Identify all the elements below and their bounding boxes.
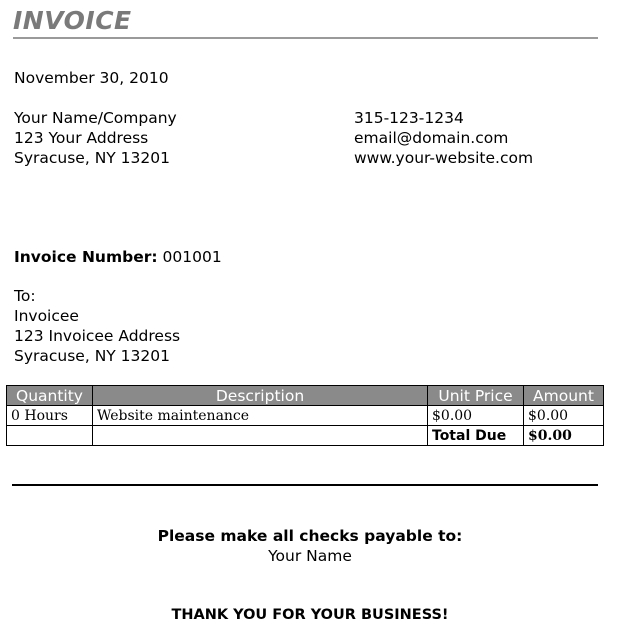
payable-name: Your Name: [268, 547, 352, 565]
title-divider: [13, 37, 598, 39]
sender-email: email@domain.com: [354, 129, 509, 147]
footer-divider: [12, 484, 598, 486]
recipient-to-label: To:: [14, 287, 36, 305]
invoice-title: INVOICE: [13, 6, 132, 35]
table-row: [7, 406, 604, 426]
cell-quantity: 0 Hours: [7, 406, 93, 426]
sender-website: www.your-website.com: [354, 149, 534, 167]
sender-address: 123 Your Address: [14, 129, 149, 147]
invoice-number-line: [14, 247, 222, 267]
total-due-label: Total Due: [428, 426, 524, 446]
total-empty-cell: [93, 426, 428, 446]
invoice-number-label: Invoice Number:: [14, 248, 158, 266]
header-description: Description: [93, 386, 428, 406]
cell-amount: $0.00: [524, 406, 604, 426]
header-amount: Amount: [524, 386, 604, 406]
recipient-address: 123 Invoicee Address: [14, 327, 181, 345]
header-unit-price: Unit Price: [428, 386, 524, 406]
invoice-date: November 30, 2010: [14, 69, 169, 87]
table-header-row: [7, 386, 604, 406]
total-due-value: $0.00: [524, 426, 604, 446]
invoice-number: 001001: [162, 248, 222, 266]
sender-name: Your Name/Company: [14, 109, 177, 127]
total-row: [7, 426, 604, 446]
cell-description: Website maintenance: [93, 406, 428, 426]
payable-label: Please make all checks payable to:: [157, 527, 463, 545]
line-items-table: [6, 385, 604, 446]
total-empty-cell: [7, 426, 93, 446]
sender-phone: 315-123-1234: [354, 109, 464, 127]
cell-unit-price: $0.00: [428, 406, 524, 426]
recipient-city: Syracuse, NY 13201: [14, 347, 170, 365]
thank-you-message: THANK YOU FOR YOUR BUSINESS!: [171, 607, 449, 623]
sender-city: Syracuse, NY 13201: [14, 149, 170, 167]
header-quantity: Quantity: [7, 386, 93, 406]
recipient-name: Invoicee: [14, 307, 79, 325]
